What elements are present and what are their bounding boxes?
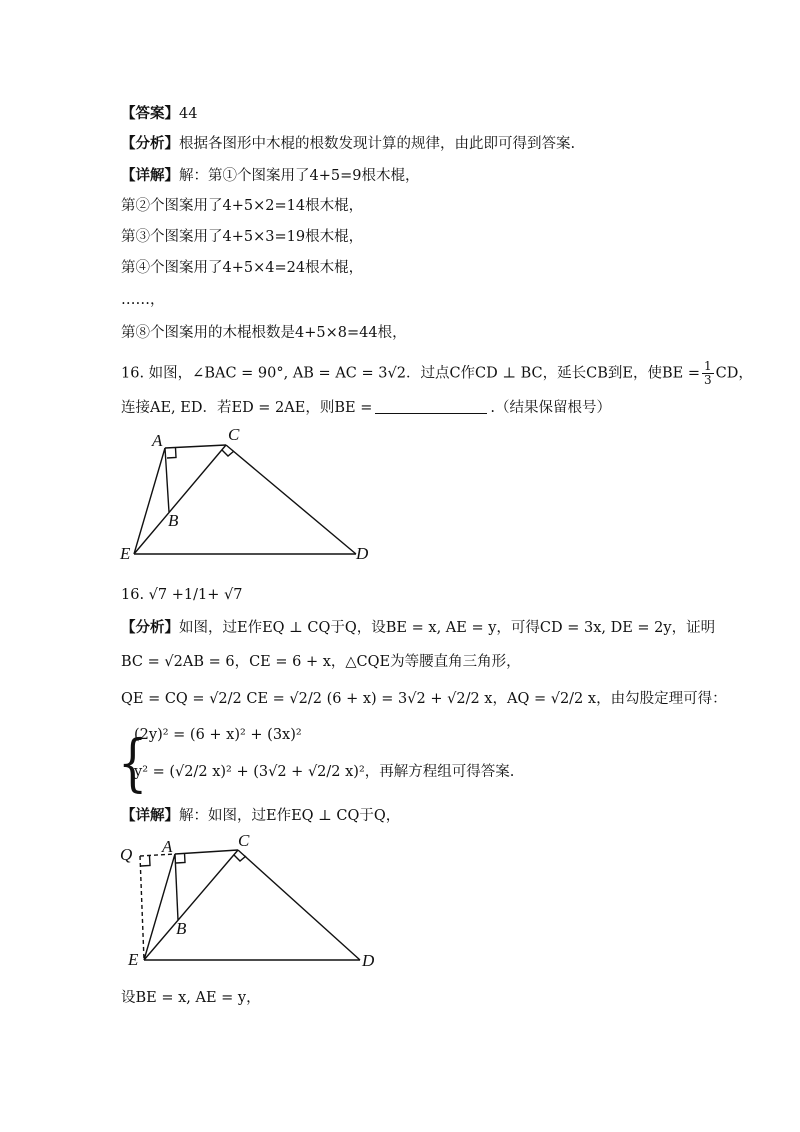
question-16-line-2 xyxy=(121,398,611,418)
question-16-text-b: CD， xyxy=(715,365,753,382)
detail-16-text: 解：如图，过E作EQ ⊥ CQ于Q， xyxy=(179,808,401,824)
analysis-16-line-1 xyxy=(121,618,715,638)
label-q: Q xyxy=(120,845,133,864)
label-b: B xyxy=(176,919,187,938)
equation-1: (2y)² = (6 + x)² + (3x)² xyxy=(134,727,302,743)
detail-16-label: 【详解】 xyxy=(121,807,179,824)
detail-16-line xyxy=(121,806,400,826)
label-c: C xyxy=(228,425,240,444)
equation-2 xyxy=(134,762,514,782)
segment-ea xyxy=(144,854,175,960)
label-e: E xyxy=(128,950,139,969)
fraction-one-third xyxy=(702,360,714,387)
analysis-text: 根据各图形中木棍的根数发现计算的规律，由此即可得到答案. xyxy=(179,136,576,152)
analysis-16-label: 【分析】 xyxy=(121,619,179,636)
question-16-text-a: 16. 如图，∠BAC = 90°, AB = AC = 3√2．过点C作CD ⊥ BC，延长CB到E，使BE = xyxy=(121,365,700,382)
dashed-line-qe xyxy=(140,856,144,960)
analysis-16-line-3: QE = CQ = √2/2 CE = √2/2 (6 + x) = 3√2 + √2/2 x，AQ = √2/2 x，由勾股定理可得： xyxy=(121,691,727,707)
answer-blank xyxy=(375,399,487,414)
detail-line-8: 第⑧个图案用的木棍根数是4+5×8=44根， xyxy=(121,325,407,341)
segment-cd xyxy=(226,445,356,554)
detail-line-4: 第④个图案用了4+5×4=24根木棍， xyxy=(121,260,364,276)
equation-tail: ，再解方程组可得答案. xyxy=(364,764,515,780)
segment-ea xyxy=(134,448,165,554)
fraction-denominator: 3 xyxy=(703,373,712,387)
label-a: A xyxy=(162,837,173,856)
detail-line-2: 第②个图案用了4+5×2=14根木棍， xyxy=(121,198,364,214)
analysis-label: 【分析】 xyxy=(121,135,179,152)
segment-ec xyxy=(134,445,226,554)
geometry-figure-1 xyxy=(110,420,380,570)
segment-ac xyxy=(165,445,226,448)
fraction-numerator: 1 xyxy=(703,359,712,373)
segment-ec xyxy=(144,850,238,960)
detail-text-1: 解：第①个图案用了4+5=9根木棍， xyxy=(179,168,420,184)
label-d: D xyxy=(356,544,369,563)
label-d: D xyxy=(362,951,375,970)
detail-label: 【详解】 xyxy=(121,167,179,184)
question-16-text-d: .（结果保留根号） xyxy=(490,400,611,416)
geometry-figure-2 xyxy=(110,832,390,972)
label-c: C xyxy=(238,832,250,850)
answer-16-line: 16. √7 +1/1+ √7 xyxy=(121,587,243,603)
answer-value: 44 xyxy=(179,106,198,122)
final-line: 设BE = x, AE = y， xyxy=(121,990,261,1006)
answer-label: 【答案】 xyxy=(121,105,179,122)
question-16-line-1 xyxy=(121,360,753,387)
question-16-text-c: 连接AE, ED．若ED = 2AE，则BE = xyxy=(121,400,373,416)
detail-line-3: 第③个图案用了4+5×3=19根木棍， xyxy=(121,229,364,245)
answer-line xyxy=(121,104,197,124)
analysis-16-text-1: 如图，过E作EQ ⊥ CQ于Q，设BE = x, AE = y，可得CD = 3x, DE = 2y，证明 xyxy=(179,620,716,636)
equation-2-text: y² = (√2/2 x)² + (3√2 + √2/2 x)² xyxy=(134,764,365,780)
detail-line-ellipsis: ……， xyxy=(121,292,165,308)
analysis-line xyxy=(121,134,575,154)
segment-cd xyxy=(238,850,360,960)
analysis-16-line-2: BC = √2AB = 6，CE = 6 + x，△CQE为等腰直角三角形， xyxy=(121,654,521,670)
equation-system-brace: { xyxy=(118,726,148,799)
label-a: A xyxy=(152,431,163,450)
right-angle-mark-a xyxy=(167,448,176,458)
label-b: B xyxy=(168,511,179,530)
right-angle-mark-q xyxy=(141,856,150,866)
label-e: E xyxy=(120,544,131,563)
segment-ab xyxy=(175,854,178,920)
detail-line-1 xyxy=(121,166,419,186)
